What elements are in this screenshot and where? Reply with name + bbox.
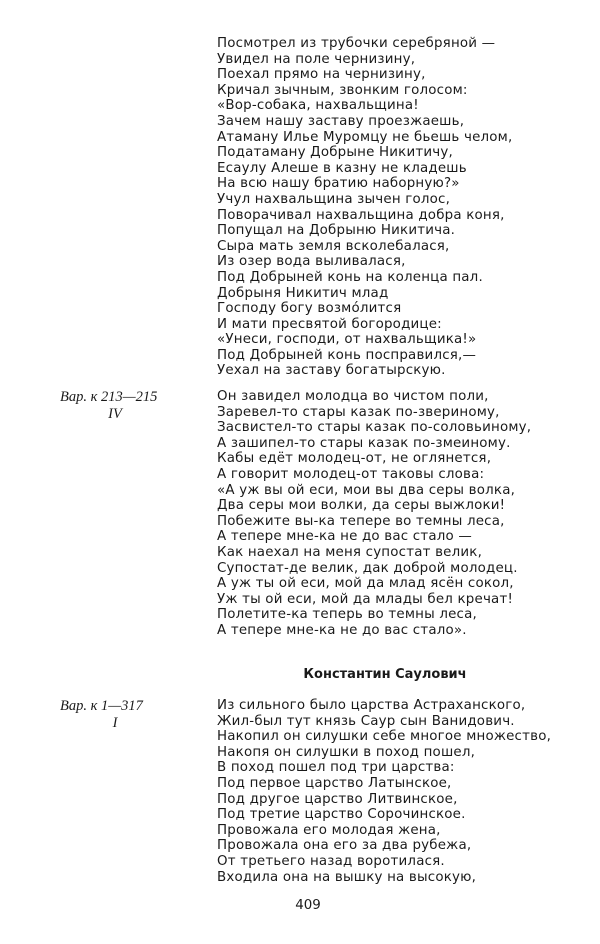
verse-line: Уж ты ой еси, мой да млады бел кречат! xyxy=(217,591,514,607)
verse-line: Кабы едёт молодец-от, не оглянется, xyxy=(217,451,492,467)
verse-line: Входила она на вышку на высокую, xyxy=(217,869,477,885)
verse-line: Сыра мать земля всколебалася, xyxy=(217,238,450,254)
verse-line: Есаулу Алеше в казну не кладешь xyxy=(217,160,467,176)
variant-note-1-317 xyxy=(60,698,170,732)
verse-line: Зачем нашу заставу проезжаешь, xyxy=(217,113,465,129)
verse-line: Под Добрыней конь на коленца пал. xyxy=(217,269,483,285)
verse-line: А тепере мне-ка не до вас стало». xyxy=(217,622,467,638)
verse-line: В поход пошел под три царства: xyxy=(217,760,455,776)
variant-roman: IV xyxy=(108,406,122,422)
verse-line: Накопя он силушки в поход пошел, xyxy=(217,744,476,760)
verse-line: Учул нахвальщина зычен голос, xyxy=(217,191,451,207)
verse-line: Провожала его молодая жена, xyxy=(217,822,441,838)
verse-line: А уж ты ой еси, мой да млад ясён сокол, xyxy=(217,576,514,592)
section-heading: Константин Саулович xyxy=(303,667,467,682)
verse-line: Побежите вы-ка тепере во темны леса, xyxy=(217,513,505,529)
verse-line: На всю нашу братию наборную?» xyxy=(217,176,460,192)
verse-line: Под третие царство Сорочинское. xyxy=(217,807,466,823)
verse-line: Жил-был тут князь Саур сын Ванидович. xyxy=(217,713,515,729)
verse-line: Из озер вода выливалася, xyxy=(217,254,406,270)
verse-line: «Унеси, господи, от нахвальщика!» xyxy=(217,332,477,348)
verse-line: Кричал зычным, звонким голосом: xyxy=(217,82,468,98)
verse-line: А тепере мне-ка не до вас стало — xyxy=(217,529,472,545)
variant-label: Вар. к 213—215 xyxy=(60,389,158,405)
verse-line: Посмотрел из трубочки серебряной — xyxy=(217,36,496,51)
verse-line: Господу богу возмóлится xyxy=(217,301,402,317)
variant-roman: I xyxy=(112,715,118,731)
verse-line: Податаману Добрыне Никитичу, xyxy=(217,145,453,161)
page-number: 409 xyxy=(295,898,321,913)
verse-line: Поворачивал нахвальщина добра коня, xyxy=(217,207,505,223)
verse-line: Уехал на заставу богатырскую. xyxy=(217,363,446,379)
verse-line: Полетите-ка теперь во темны леса, xyxy=(217,607,477,623)
poem-block-1 xyxy=(217,36,512,379)
verse-line: И мати пресвятой богородице: xyxy=(217,316,442,332)
verse-line: От третьего назад воротилася. xyxy=(217,853,445,869)
verse-line: Провожала она его за два рубежа, xyxy=(217,838,472,854)
variant-label: Вар. к 1—317 xyxy=(60,698,143,714)
verse-line: Он завидел молодца во чистом поли, xyxy=(217,389,489,404)
verse-line: А зашипел-то стары казак по-змеиному. xyxy=(217,435,511,451)
verse-line: Атаману Илье Муромцу не бьешь челом, xyxy=(217,129,513,145)
verse-line: Супостат-де велик, дак доброй молодец. xyxy=(217,560,518,576)
poem-block-3 xyxy=(217,698,551,885)
verse-line: Под Добрыней конь посправился,— xyxy=(217,347,477,363)
verse-line: Заревел-то стары казак по-звериному, xyxy=(217,404,500,420)
verse-line: Два серы мои волки, да серы выжлоки! xyxy=(217,498,506,514)
variant-note-213-215 xyxy=(60,389,170,423)
verse-line: Попущал на Добрыню Никитича. xyxy=(217,223,456,239)
verse-line: «А уж вы ой еси, мои вы два серы волка, xyxy=(217,482,516,498)
verse-line: Поехал прямо на чернизину, xyxy=(217,67,426,83)
verse-line: «Вор-собака, нахвальщина! xyxy=(217,98,419,114)
verse-line: Накопил он силушки себе многое множество, xyxy=(217,729,552,745)
verse-line: Добрыня Никитич млад xyxy=(217,285,389,301)
verse-line: Увидел на поле чернизину, xyxy=(217,51,416,67)
verse-line: А говорит молодец-от таковы слова: xyxy=(217,466,485,482)
verse-line: Под первое царство Латынское, xyxy=(217,775,452,791)
verse-line: Засвистел-то стары казак по-соловьиному, xyxy=(217,420,532,436)
verse-line: Из сильного было царства Астраханского, xyxy=(217,698,526,713)
poem-block-2 xyxy=(217,389,531,639)
verse-line: Под другое царство Литвинское, xyxy=(217,791,458,807)
verse-line: Как наехал на меня супостат велик, xyxy=(217,544,483,560)
